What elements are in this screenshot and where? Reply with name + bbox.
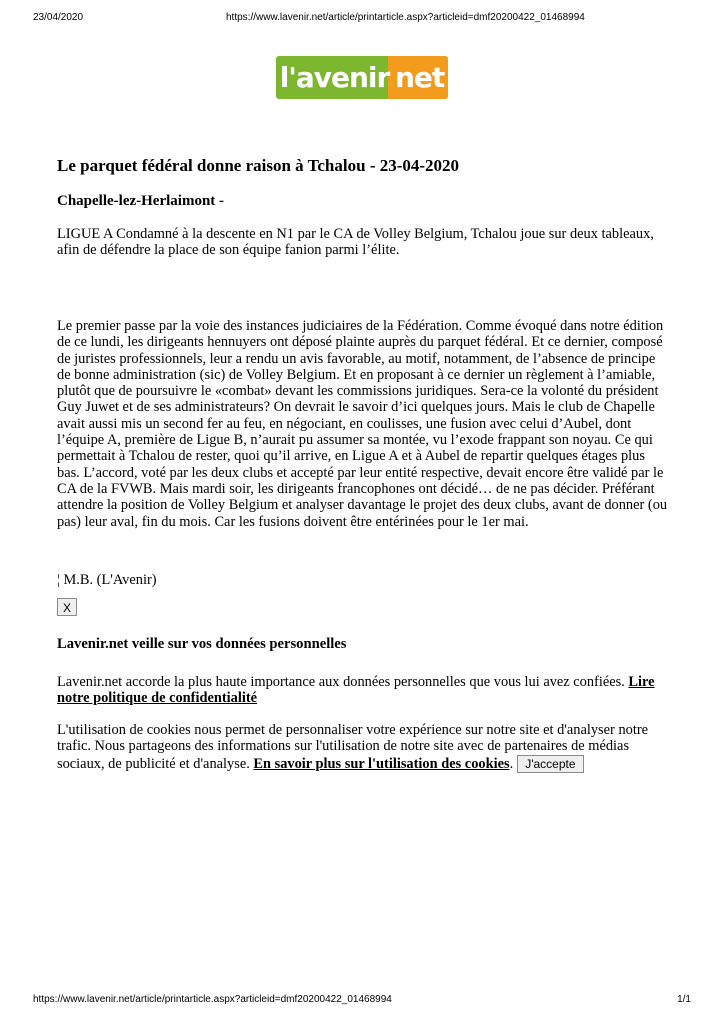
privacy-p2-text: L'utilisation de cookies nous permet de personnaliser votre expérience sur notre site et d'analyser notre trafic. Nous partageons des informations sur l'utilisation de notre site avec de partenaires de médias sociaux, de publicité et d'analyse. [57, 722, 649, 772]
logo-text [276, 56, 448, 99]
privacy-paragraph-2 [57, 722, 669, 773]
article-lead: LIGUE A Condamné à la descente en N1 par le CA de Volley Belgium, Tchalou joue sur deux tableaux, afin de défendre la place de son équipe fanion parmi l’élite. [57, 226, 654, 259]
article-title: Le parquet fédéral donne raison à Tchalou - 23-04-2020 [57, 156, 460, 175]
article-author: ¦ M.B. (L'Avenir) [57, 572, 157, 588]
print-header [0, 12, 724, 24]
print-footer [0, 994, 724, 1006]
logo-net: net [394, 61, 445, 94]
privacy-policy-link[interactable]: Lire notre politique de confidentialité [57, 674, 655, 707]
article-location: Chapelle-lez-Herlaimont - [57, 193, 225, 209]
close-button[interactable]: X [57, 598, 77, 616]
print-date: 23/04/2020 [33, 12, 84, 23]
accept-cookies-button[interactable]: J'accepte [517, 755, 583, 773]
article-body: Le premier passe par la voie des instances judiciaires de la Fédération. Comme évoqué dans notre édition de ce lundi, les dirigeants hennuyers ont déposé plainte auprès du parquet fédéral. Et ce dernier, composé de juristes professionnels, leur a rendu un avis favorable, au motif, notamment, de l’absence de principe de bonne administration (sic) de Volley Belgium. Et en proposant à ce dernier un règlement à l’amiable, plutôt que de poursuivre le «combat» devant les commissions juridiques. Sera-ce la volonté du président Guy Juwet et de ses administrateurs? On devrait le savoir d’ici quelques jours. Mais le club de Chapelle avait aussi mis un second fer au feu, en négociant, en coulisses, une fusion avec celui d’Aubel, dont l’équipe A, première de Ligue B, n’aurait pu assumer sa montée, vu l’exode frappant son noyau. Ce qui permettait à Tchalou de rester, quoi qu’il arrive, en Ligue A et à Aubel de repartir quelques étages plus bas. L’accord, voté par les deux clubs et accepté par leur entité respective, devait encore être validé par le CA de la FVWB. Mais mardi soir, les dirigeants francophones ont décidé… de ne pas décider. Préférant attendre la position de Volley Belgium et analyser davantage le projet des deux clubs, avant de donner (ou pas) leur aval, fin du mois. Car les fusions doivent être entérinées pour le 1er mai. [57, 318, 668, 530]
print-url: https://www.lavenir.net/article/printarticle.aspx?articleid=dmf20200422_01468994 [226, 12, 585, 23]
privacy-paragraph-1 [57, 674, 669, 707]
cookies-info-link[interactable]: En savoir plus sur l'utilisation des cookies [253, 755, 510, 772]
privacy-title: Lavenir.net veille sur vos données personnelles [57, 636, 347, 652]
logo-text-main: l'avenir [279, 61, 386, 94]
footer-url: https://www.lavenir.net/article/printarticle.aspx?articleid=dmf20200422_01468994 [33, 994, 392, 1005]
lavenir-logo[interactable] [276, 56, 448, 99]
page-number: 1/1 [677, 994, 691, 1005]
logo-dot: . [385, 61, 395, 94]
privacy-p2-after: . [509, 755, 514, 772]
privacy-p1-text: Lavenir.net accorde la plus haute importance aux données personnelles que vous lui avez confiées. [57, 674, 629, 690]
